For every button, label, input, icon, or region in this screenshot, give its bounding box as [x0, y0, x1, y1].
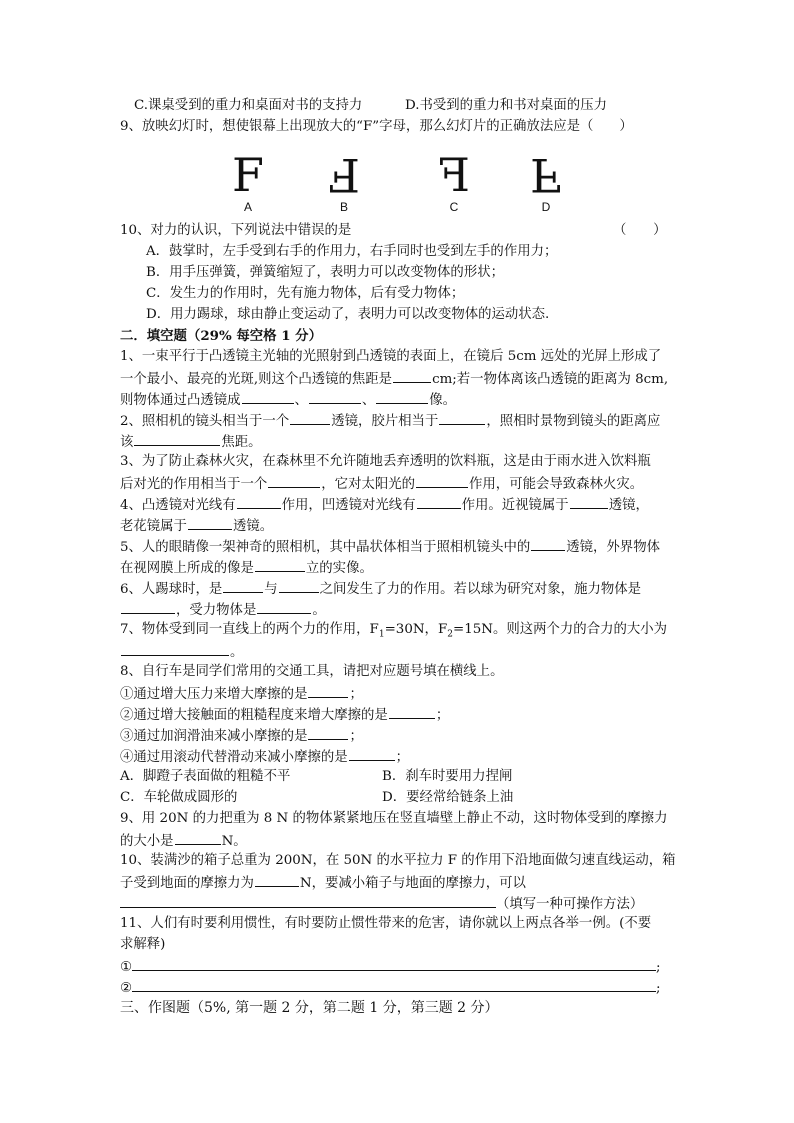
- fill-q8-item2: ②通过增大接触面的粗糙程度来增大摩擦的是 ；: [120, 704, 449, 726]
- answer-blank[interactable]: [308, 683, 348, 698]
- fill-q1-line3: 则物体通过凸透镜成 、 、 像。: [120, 389, 456, 411]
- answer-blank[interactable]: [376, 389, 428, 404]
- answer-blank[interactable]: [279, 578, 319, 593]
- fill-q8-option-c: C．车轮做成圆形的: [120, 790, 238, 805]
- answer-blank[interactable]: [134, 431, 220, 446]
- fill-q10-line2: 子受到地面的摩擦力为 N，要减小箱子与地面的摩擦力，可以: [120, 872, 526, 894]
- fill-q11-answer2: ② ;: [120, 977, 661, 999]
- q10-option-a: A．鼓掌时，左手受到右手的作用力，右手同时也受到左手的作用力；: [146, 244, 558, 259]
- fill-q8-option-d: D．要经常给链条上油: [382, 790, 514, 805]
- fill-q6-line1: 6、人踢球时，是 与 之间发生了力的作用。若以球为研究对象，施力物体是: [120, 578, 641, 600]
- fill-q8-option-a: A．脚蹬子表面做的粗糙不平: [120, 769, 291, 784]
- fill-q9-line2: 的大小是 N。: [120, 830, 247, 852]
- fill-q10-line3: （填写一种可操作方法）: [120, 893, 643, 915]
- answer-blank[interactable]: [255, 872, 299, 887]
- q9-figure-c: [434, 148, 474, 214]
- answer-blank[interactable]: [290, 410, 330, 425]
- answer-blank[interactable]: [121, 599, 175, 614]
- answer-blank[interactable]: [175, 830, 221, 845]
- fill-q11-answer1: ① ;: [120, 956, 661, 978]
- fill-q4-line1: 4、凸透镜对光线有 作用，凹透镜对光线有 作用。近视镜属于 透镜，: [120, 494, 649, 516]
- fill-q8-item1: ①通过增大压力来增大摩擦的是 ；: [120, 683, 363, 705]
- answer-blank[interactable]: [223, 578, 263, 593]
- fill-q10-line1: 10、装满沙的箱子总重为 200N，在 50N 的水平拉力 F 的作用下沿地面做匀速直线运动，箱: [120, 853, 676, 868]
- section-2-title: 二．填空题（29% 每空格 1 分）: [120, 328, 322, 344]
- fill-q7-line2: 。: [120, 641, 243, 663]
- answer-blank[interactable]: [257, 599, 311, 614]
- answer-blank[interactable]: [132, 956, 656, 971]
- answer-blank[interactable]: [439, 410, 485, 425]
- q10-option-b: B．用手压弹簧，弹簧缩短了，表明力可以改变物体的形状；: [146, 265, 504, 280]
- q10-paren: （ ）: [613, 223, 667, 238]
- fill-q2-line1: 2、照相机的镜头相当于一个 透镜，胶片相当于 ，照相时景物到镜头的距离应: [120, 410, 660, 432]
- q10-option-d: D．用力踢球，球由静止变运动了，表明力可以改变物体的运动状态.: [146, 307, 550, 322]
- q9-text: 9、放映幻灯时，想使银幕上出现放大的“F”字母，那么幻灯片的正确放法应是（ ）: [120, 119, 633, 134]
- q9-figure-b: [324, 148, 364, 214]
- answer-blank[interactable]: [132, 977, 656, 992]
- section-3-title: 三、作图题（5%, 第一题 2 分，第二题 1 分，第三题 2 分）: [120, 1000, 499, 1016]
- answer-blank[interactable]: [255, 557, 305, 572]
- answer-blank[interactable]: [570, 494, 608, 509]
- fill-q8-title: 8、自行车是同学们常用的交通工具，请把对应题号填在横线上。: [120, 664, 504, 679]
- q10-option-c: C．发生力的作用时，先有施力物体，后有受力物体；: [146, 286, 465, 301]
- answer-blank[interactable]: [242, 389, 294, 404]
- fill-q5-line1: 5、人的眼睛像一架神奇的照相机，其中晶状体相当于照相机镜头中的 透镜，外界物体: [120, 536, 660, 558]
- fill-q9-line1: 9、用 20N 的力把重为 8 N 的物体紧紧地压在竖直墙壁上静止不动，这时物体受到的摩擦力: [120, 811, 668, 826]
- fill-q5-line2: 在视网膜上所成的像是 立的实像。: [120, 557, 373, 579]
- figure-label: C: [449, 200, 459, 214]
- q9-figure-a: [228, 148, 268, 214]
- fill-q1-line1: 1、一束平行于凸透镜主光轴的光照射到凸透镜的表面上，在镜后 5cm 远处的光屏上形成了: [120, 349, 662, 364]
- answer-blank[interactable]: [308, 725, 348, 740]
- answer-blank[interactable]: [389, 704, 435, 719]
- q10-text: 10、对力的认识，下列说法中错误的是: [120, 223, 352, 238]
- figure-label: D: [541, 200, 551, 214]
- fill-q8-item4: ④通过用滚动代替滑动来减小摩擦的是 ；: [120, 746, 409, 768]
- letter-f-mirrored: F: [438, 148, 470, 202]
- fill-q4-line2: 老花镜属于 透镜。: [120, 515, 273, 537]
- answer-blank[interactable]: [349, 746, 395, 761]
- fill-q3-line2: 后对光的作用相当于一个 ，它对太阳光的 作用，可能会导致森林火灾。: [120, 473, 643, 495]
- letter-f-rotated: F: [328, 148, 360, 202]
- answer-blank[interactable]: [417, 494, 461, 509]
- answer-blank[interactable]: [309, 389, 361, 404]
- fill-q11-line1: 11、人们有时要利用惯性，有时要防止惯性带来的危害，请你就以上两点各举一例。(不要: [120, 916, 652, 931]
- fill-q1-line2: 一个最小、最亮的光斑,则这个凸透镜的焦距是 cm;若一物体离该凸透镜的距离为 8cm,: [120, 368, 668, 390]
- fill-q3-line1: 3、为了防止森林火灾，在森林里不允许随地丢弃透明的饮料瓶，这是由于雨水进入饮料瓶: [120, 454, 651, 469]
- answer-blank[interactable]: [531, 536, 565, 551]
- q9-figure-d: [526, 148, 566, 214]
- figure-label: B: [339, 200, 348, 214]
- figure-label: A: [243, 200, 252, 214]
- fill-q8-item3: ③通过加润滑油来减小摩擦的是 ；: [120, 725, 363, 747]
- answer-blank[interactable]: [393, 368, 431, 383]
- fill-q2-line2: 该 焦距。: [120, 431, 262, 453]
- answer-blank[interactable]: [121, 641, 229, 656]
- letter-f-normal: F: [232, 148, 264, 202]
- q8-option-d: D.书受到的重力和书对桌面的压力: [405, 98, 607, 113]
- q8-option-c: C.课桌受到的重力和桌面对书的支持力: [134, 98, 363, 113]
- fill-q8-option-b: B．刹车时要用力捏闸: [382, 769, 513, 784]
- answer-blank[interactable]: [120, 893, 496, 908]
- answer-blank[interactable]: [268, 473, 320, 488]
- answer-blank[interactable]: [237, 494, 281, 509]
- fill-q11-line2: 求解释): [120, 937, 166, 952]
- letter-f-flipped: F: [530, 148, 562, 202]
- answer-blank[interactable]: [188, 515, 232, 530]
- fill-q6-line2: ，受力物体是 。: [120, 599, 326, 621]
- answer-blank[interactable]: [416, 473, 468, 488]
- fill-q7-line1: 7、物体受到同一直线上的两个力的作用，$F_1=30N$，$F_2=15N$。则这两个力的合力的大小为: [120, 622, 668, 640]
